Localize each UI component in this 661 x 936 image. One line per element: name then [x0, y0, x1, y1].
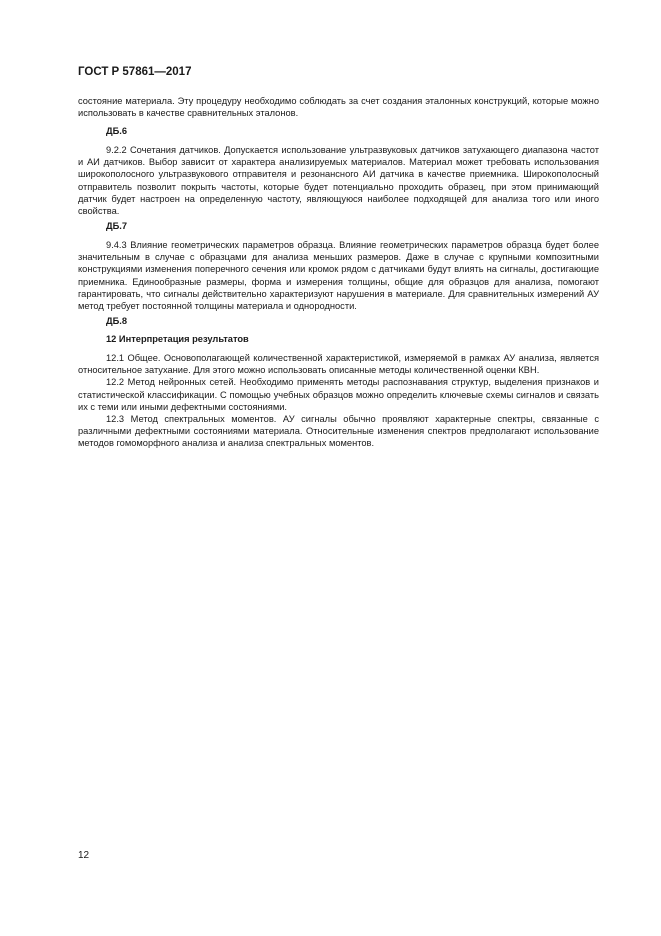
section-label-db8: ДБ.8	[106, 316, 128, 326]
paragraph-9-4-3	[78, 239, 599, 312]
section-label-db6: ДБ.6	[106, 126, 128, 136]
document-header: ГОСТ Р 57861—2017	[78, 66, 192, 78]
section-heading-12: 12 Интерпретация результатов	[106, 334, 249, 344]
paragraph-9-2-2	[78, 144, 599, 217]
paragraph-text: 9.4.3 Влияние геометрических параметров образца. Влияние геометрических параметров образца будет более значительным в случае с образцами для анализа меньших размеров. Даже в случае с крупными композитными конструкциями изменения поперечного сечения или кромок рядом с датчиками будут влиять на сигналы, достигающие приемника. Единообразные размеры, форма и измерения толщины, общие для образцов для анализа, помогают гарантировать, что сигналы действительно характеризуют нарушения в материале. Для сравнительных измерений АУ метод требует постоянной толщины материала и однородности.	[78, 240, 599, 312]
paragraph-text: состояние материала. Эту процедуру необходимо соблюдать за счет создания эталонных конструкций, которые можно использовать в качестве сравнительных эталонов.	[78, 96, 599, 119]
paragraph-12-3: 12.3 Метод спектральных моментов. АУ сигналы обычно проявляют характерные спектры, связанные с различными дефектными состояниями материала. Относительные изменения спектров предполагают использование методов гомоморфного анализа и анализа спектральных моментов.	[78, 414, 599, 449]
paragraph-12-1: 12.1 Общее. Основополагающей количественной характеристикой, измеряемой в рамках АУ анализа, является относительное затухание. Для этого можно использовать описанные методы количественной оценки КВН.	[78, 353, 599, 376]
section-label-db7: ДБ.7	[106, 221, 128, 231]
paragraph-12-2: 12.2 Метод нейронных сетей. Необходимо применять методы распознавания структур, выделения признаков и статистической классификации. С помощью учебных образцов можно определить ключевые схемы сигналов и связать их с теми или иными дефектными состояниями.	[78, 377, 599, 412]
page-number: 12	[78, 850, 90, 861]
paragraphs-12	[78, 352, 599, 450]
paragraph	[78, 95, 599, 119]
paragraph-text: 9.2.2 Сочетания датчиков. Допускается использование ультразвуковых датчиков затухающего диапазона частот и АИ датчиков. Выбор зависит от характера анализируемых материалов. Материал может требовать использования широкополосного ультразвукового отправителя и резонансного АИ датчика в качестве приемника. Широкополосный отправитель позволит покрыть частоты, которые будет потенциально проходить образец, при этом принимающий датчик будет настроен на определенную частоту, являющуюся наиболее подходящей для анализа того или иного свойства.	[78, 145, 599, 217]
